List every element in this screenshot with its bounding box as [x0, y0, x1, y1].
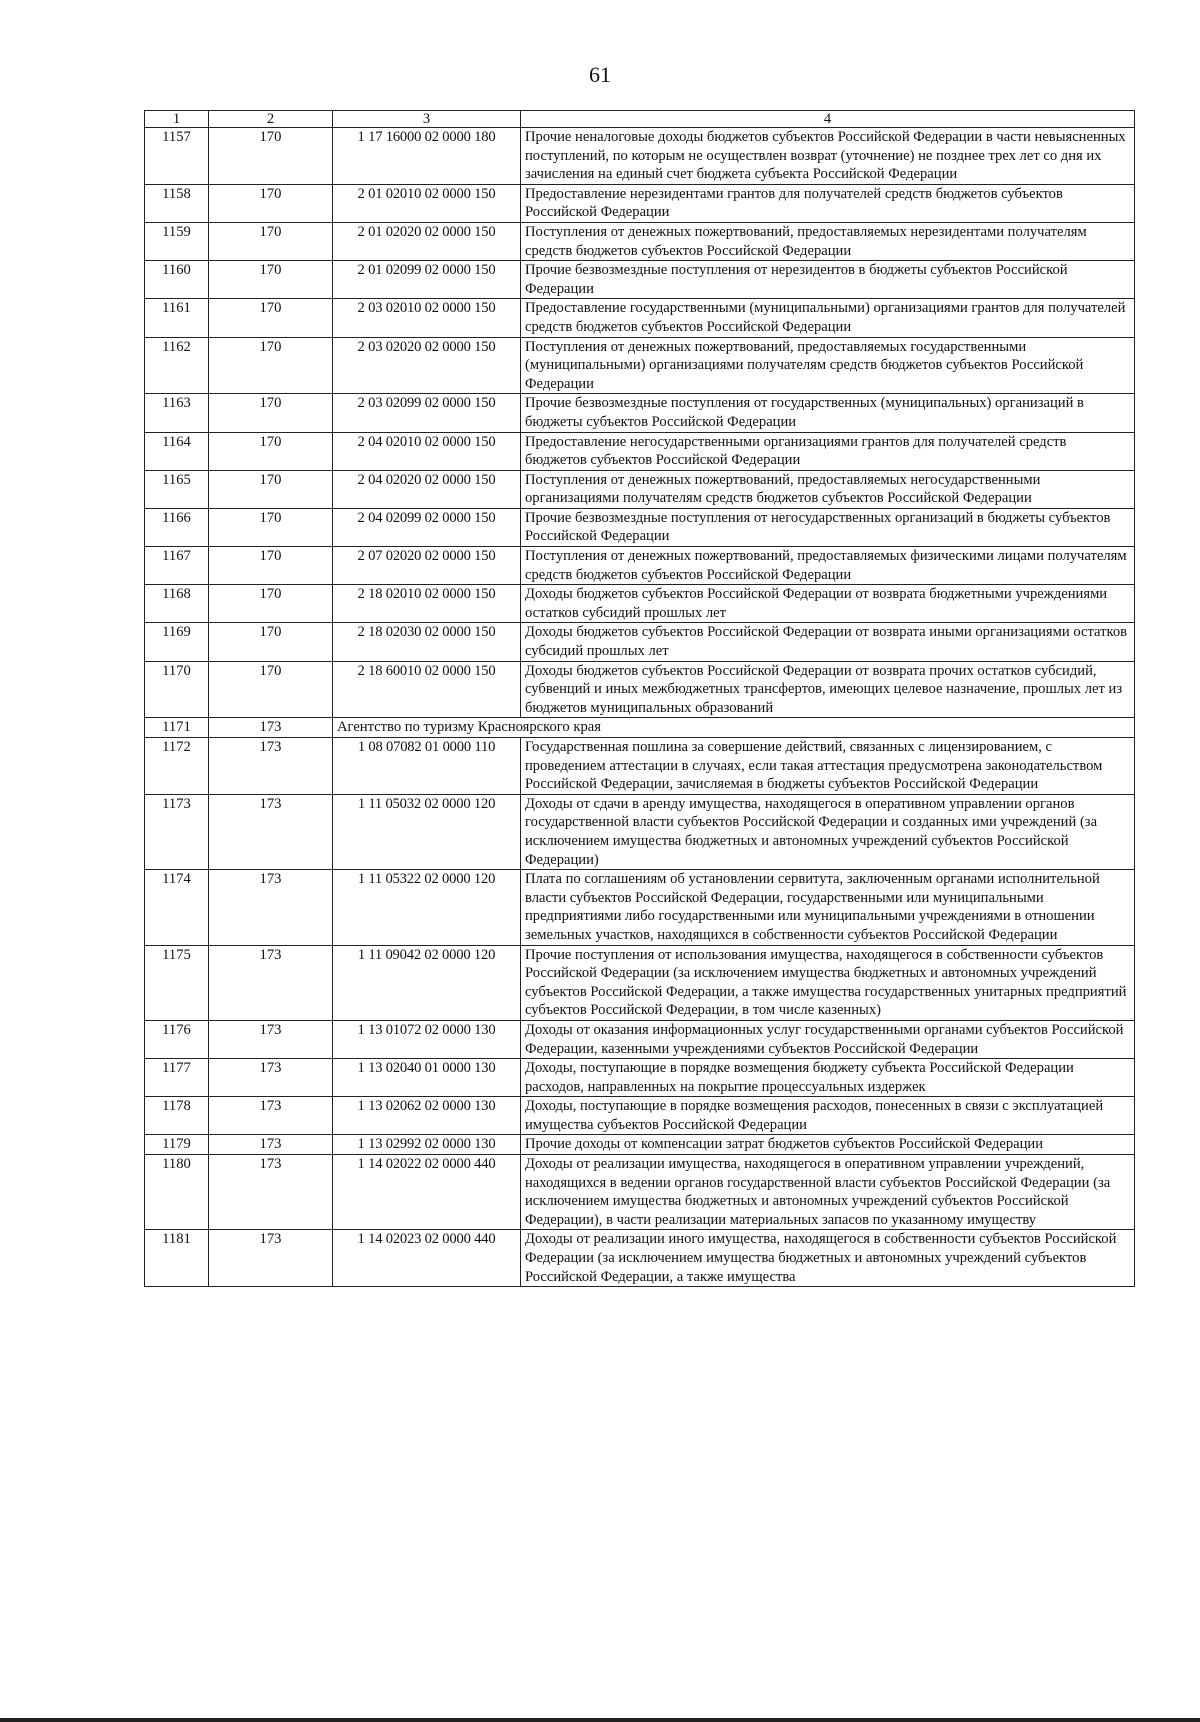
- admin-code: 170: [209, 261, 333, 299]
- revenue-description: Доходы от оказания информационных услуг государственными органами субъектов Российской Федерации, казенными учреждениями субъектов Российской Федерации: [521, 1020, 1135, 1058]
- admin-code: 170: [209, 432, 333, 470]
- row-number: 1158: [145, 184, 209, 222]
- row-number: 1173: [145, 794, 209, 869]
- revenue-description: Поступления от денежных пожертвований, предоставляемых государственными (муниципальными) организациями получателям средств бюджетов субъектов Российской Федерации: [521, 337, 1135, 394]
- row-number: 1177: [145, 1059, 209, 1097]
- table-row: [145, 585, 1135, 623]
- table-row: [145, 1097, 1135, 1135]
- row-number: 1167: [145, 547, 209, 585]
- budget-classification-code: 1 13 02040 01 0000 130: [333, 1059, 521, 1097]
- table-row: [145, 1059, 1135, 1097]
- row-number: 1178: [145, 1097, 209, 1135]
- revenue-description: Плата по соглашениям об установлении сервитута, заключенным органами исполнительной власти субъектов Российской Федерации, государственными или муниципальными предприятиями либо государственными или муниципальными учреждениями в отношении земельных участков, находящихся в собственности субъектов Российской Федерации: [521, 870, 1135, 945]
- table-row: [145, 508, 1135, 546]
- budget-classification-code: 2 04 02010 02 0000 150: [333, 432, 521, 470]
- table-row: [145, 1230, 1135, 1287]
- budget-classification-code: 1 11 05322 02 0000 120: [333, 870, 521, 945]
- revenue-description: Доходы, поступающие в порядке возмещения бюджету субъекта Российской Федерации расходов, направленных на покрытие процессуальных издержек: [521, 1059, 1135, 1097]
- column-header-4: 4: [521, 111, 1135, 128]
- row-number: 1174: [145, 870, 209, 945]
- revenue-description: Прочие неналоговые доходы бюджетов субъектов Российской Федерации в части невыясненных поступлений, по которым не осуществлен возврат (уточнение) не позднее трех лет со дня их зачисления на единый счет бюджета субъекта Российской Федерации: [521, 128, 1135, 185]
- admin-code: 170: [209, 184, 333, 222]
- admin-code: 170: [209, 623, 333, 661]
- admin-code: 170: [209, 508, 333, 546]
- revenue-table: [144, 110, 1135, 1287]
- table-header-row: [145, 111, 1135, 128]
- revenue-description: Прочие безвозмездные поступления от нерезидентов в бюджеты субъектов Российской Федерации: [521, 261, 1135, 299]
- revenue-description: Доходы от реализации иного имущества, находящегося в собственности субъектов Российской Федерации (за исключением имущества бюджетных и автономных учреждений субъектов Российской Федерации, а также имущества: [521, 1230, 1135, 1287]
- row-number: 1176: [145, 1020, 209, 1058]
- budget-classification-code: 2 01 02020 02 0000 150: [333, 222, 521, 260]
- row-number: 1166: [145, 508, 209, 546]
- row-number: 1162: [145, 337, 209, 394]
- admin-code: 173: [209, 1097, 333, 1135]
- admin-code: 173: [209, 738, 333, 795]
- table-row: [145, 128, 1135, 185]
- table-row: [145, 432, 1135, 470]
- table-row: [145, 738, 1135, 795]
- revenue-description: Доходы от реализации имущества, находящегося в оперативном управлении учреждений, находящихся в ведении органов государственной власти субъектов Российской Федерации (за исключением имущества бюджетных и автономных учреждений субъектов Российской Федерации), в части реализации материальных запасов по указанному имуществу: [521, 1155, 1135, 1230]
- column-header-1: 1: [145, 111, 209, 128]
- table-row: [145, 945, 1135, 1020]
- table-row: [145, 222, 1135, 260]
- table-row: [145, 547, 1135, 585]
- row-number: 1160: [145, 261, 209, 299]
- row-number: 1168: [145, 585, 209, 623]
- revenue-description: Доходы, поступающие в порядке возмещения расходов, понесенных в связи с эксплуатацией имущества субъектов Российской Федерации: [521, 1097, 1135, 1135]
- budget-classification-code: 2 18 60010 02 0000 150: [333, 661, 521, 718]
- table-row: [145, 299, 1135, 337]
- revenue-description: Прочие безвозмездные поступления от негосударственных организаций в бюджеты субъектов Российской Федерации: [521, 508, 1135, 546]
- budget-classification-code: 2 01 02099 02 0000 150: [333, 261, 521, 299]
- row-number: 1165: [145, 470, 209, 508]
- budget-classification-code: 1 13 02992 02 0000 130: [333, 1135, 521, 1155]
- column-header-2: 2: [209, 111, 333, 128]
- revenue-description: Доходы бюджетов субъектов Российской Федерации от возврата прочих остатков субсидий, субвенций и иных межбюджетных трансфертов, имеющих целевое назначение, прошлых лет из бюджетов муниципальных образований: [521, 661, 1135, 718]
- budget-classification-code: 1 13 02062 02 0000 130: [333, 1097, 521, 1135]
- page-number: 61: [589, 62, 611, 87]
- table-row: [145, 1135, 1135, 1155]
- budget-classification-code: 2 03 02099 02 0000 150: [333, 394, 521, 432]
- budget-classification-code: 2 03 02010 02 0000 150: [333, 299, 521, 337]
- row-number: 1170: [145, 661, 209, 718]
- admin-code: 170: [209, 394, 333, 432]
- admin-code: 170: [209, 547, 333, 585]
- table-row: [145, 623, 1135, 661]
- table-row: [145, 337, 1135, 394]
- revenue-description: Государственная пошлина за совершение действий, связанных с лицензированием, с проведением аттестации в случаях, если такая аттестация предусмотрена законодательством Российской Федерации, зачисляемая в бюджеты субъектов Российской Федерации: [521, 738, 1135, 795]
- revenue-description: Поступления от денежных пожертвований, предоставляемых физическими лицами получателям средств бюджетов субъектов Российской Федерации: [521, 547, 1135, 585]
- revenue-description: Поступления от денежных пожертвований, предоставляемых нерезидентами получателям средств бюджетов субъектов Российской Федерации: [521, 222, 1135, 260]
- agency-name: Агентство по туризму Красноярского края: [333, 718, 1135, 738]
- admin-code: 170: [209, 661, 333, 718]
- budget-classification-code: 2 18 02010 02 0000 150: [333, 585, 521, 623]
- row-number: 1159: [145, 222, 209, 260]
- revenue-description: Прочие безвозмездные поступления от государственных (муниципальных) организаций в бюджеты субъектов Российской Федерации: [521, 394, 1135, 432]
- admin-code: 173: [209, 1230, 333, 1287]
- row-number: 1172: [145, 738, 209, 795]
- budget-classification-code: 1 11 09042 02 0000 120: [333, 945, 521, 1020]
- revenue-description: Предоставление нерезидентами грантов для получателей средств бюджетов субъектов Российской Федерации: [521, 184, 1135, 222]
- admin-code: 170: [209, 222, 333, 260]
- budget-classification-code: 1 14 02023 02 0000 440: [333, 1230, 521, 1287]
- admin-code: 173: [209, 1135, 333, 1155]
- admin-code: 170: [209, 585, 333, 623]
- table-row: [145, 261, 1135, 299]
- table-row: [145, 1155, 1135, 1230]
- budget-classification-code: 2 01 02010 02 0000 150: [333, 184, 521, 222]
- budget-classification-code: 1 13 01072 02 0000 130: [333, 1020, 521, 1058]
- table-row: [145, 1020, 1135, 1058]
- revenue-description: Предоставление негосударственными организациями грантов для получателей средств бюджетов субъектов Российской Федерации: [521, 432, 1135, 470]
- revenue-description: Поступления от денежных пожертвований, предоставляемых негосударственными организациями получателям средств бюджетов субъектов Российской Федерации: [521, 470, 1135, 508]
- row-number: 1179: [145, 1135, 209, 1155]
- row-number: 1161: [145, 299, 209, 337]
- budget-classification-code: 1 14 02022 02 0000 440: [333, 1155, 521, 1230]
- budget-classification-code: 2 03 02020 02 0000 150: [333, 337, 521, 394]
- row-number: 1171: [145, 718, 209, 738]
- table-row: [145, 661, 1135, 718]
- admin-code: 170: [209, 299, 333, 337]
- row-number: 1180: [145, 1155, 209, 1230]
- admin-code: 173: [209, 1020, 333, 1058]
- table-body: [145, 128, 1135, 1287]
- table-row: [145, 394, 1135, 432]
- row-number: 1164: [145, 432, 209, 470]
- admin-code: 170: [209, 128, 333, 185]
- scan-border: [0, 1718, 1200, 1722]
- table-row: [145, 184, 1135, 222]
- revenue-description: Предоставление государственными (муниципальными) организациями грантов для получателей средств бюджетов субъектов Российской Федерации: [521, 299, 1135, 337]
- revenue-description: Прочие поступления от использования имущества, находящегося в собственности субъектов Российской Федерации (за исключением имущества бюджетных и автономных учреждений субъектов Российской Федерации, а также имущества государственных унитарных предприятий субъектов Российской Федерации, в том числе казенных): [521, 945, 1135, 1020]
- row-number: 1181: [145, 1230, 209, 1287]
- admin-code: 173: [209, 1059, 333, 1097]
- budget-classification-code: 2 04 02099 02 0000 150: [333, 508, 521, 546]
- admin-code: 173: [209, 1155, 333, 1230]
- table-row: [145, 870, 1135, 945]
- revenue-description: Доходы бюджетов субъектов Российской Федерации от возврата бюджетными учреждениями остатков субсидий прошлых лет: [521, 585, 1135, 623]
- budget-classification-code: 2 04 02020 02 0000 150: [333, 470, 521, 508]
- admin-code: 170: [209, 337, 333, 394]
- budget-classification-code: 1 11 05032 02 0000 120: [333, 794, 521, 869]
- admin-code: 170: [209, 470, 333, 508]
- admin-code: 173: [209, 794, 333, 869]
- budget-classification-code: 1 08 07082 01 0000 110: [333, 738, 521, 795]
- column-header-3: 3: [333, 111, 521, 128]
- admin-code: 173: [209, 718, 333, 738]
- admin-code: 173: [209, 945, 333, 1020]
- revenue-description: Прочие доходы от компенсации затрат бюджетов субъектов Российской Федерации: [521, 1135, 1135, 1155]
- table-row: [145, 470, 1135, 508]
- budget-classification-code: 1 17 16000 02 0000 180: [333, 128, 521, 185]
- revenue-description: Доходы бюджетов субъектов Российской Федерации от возврата иными организациями остатков субсидий прошлых лет: [521, 623, 1135, 661]
- row-number: 1163: [145, 394, 209, 432]
- row-number: 1157: [145, 128, 209, 185]
- table-row: [145, 718, 1135, 738]
- budget-classification-code: 2 18 02030 02 0000 150: [333, 623, 521, 661]
- revenue-description: Доходы от сдачи в аренду имущества, находящегося в оперативном управлении органов государственной власти субъектов Российской Федерации и созданных ими учреждений (за исключением имущества бюджетных и автономных учреждений субъектов Российской Федерации): [521, 794, 1135, 869]
- row-number: 1169: [145, 623, 209, 661]
- admin-code: 173: [209, 870, 333, 945]
- row-number: 1175: [145, 945, 209, 1020]
- table-row: [145, 794, 1135, 869]
- budget-classification-code: 2 07 02020 02 0000 150: [333, 547, 521, 585]
